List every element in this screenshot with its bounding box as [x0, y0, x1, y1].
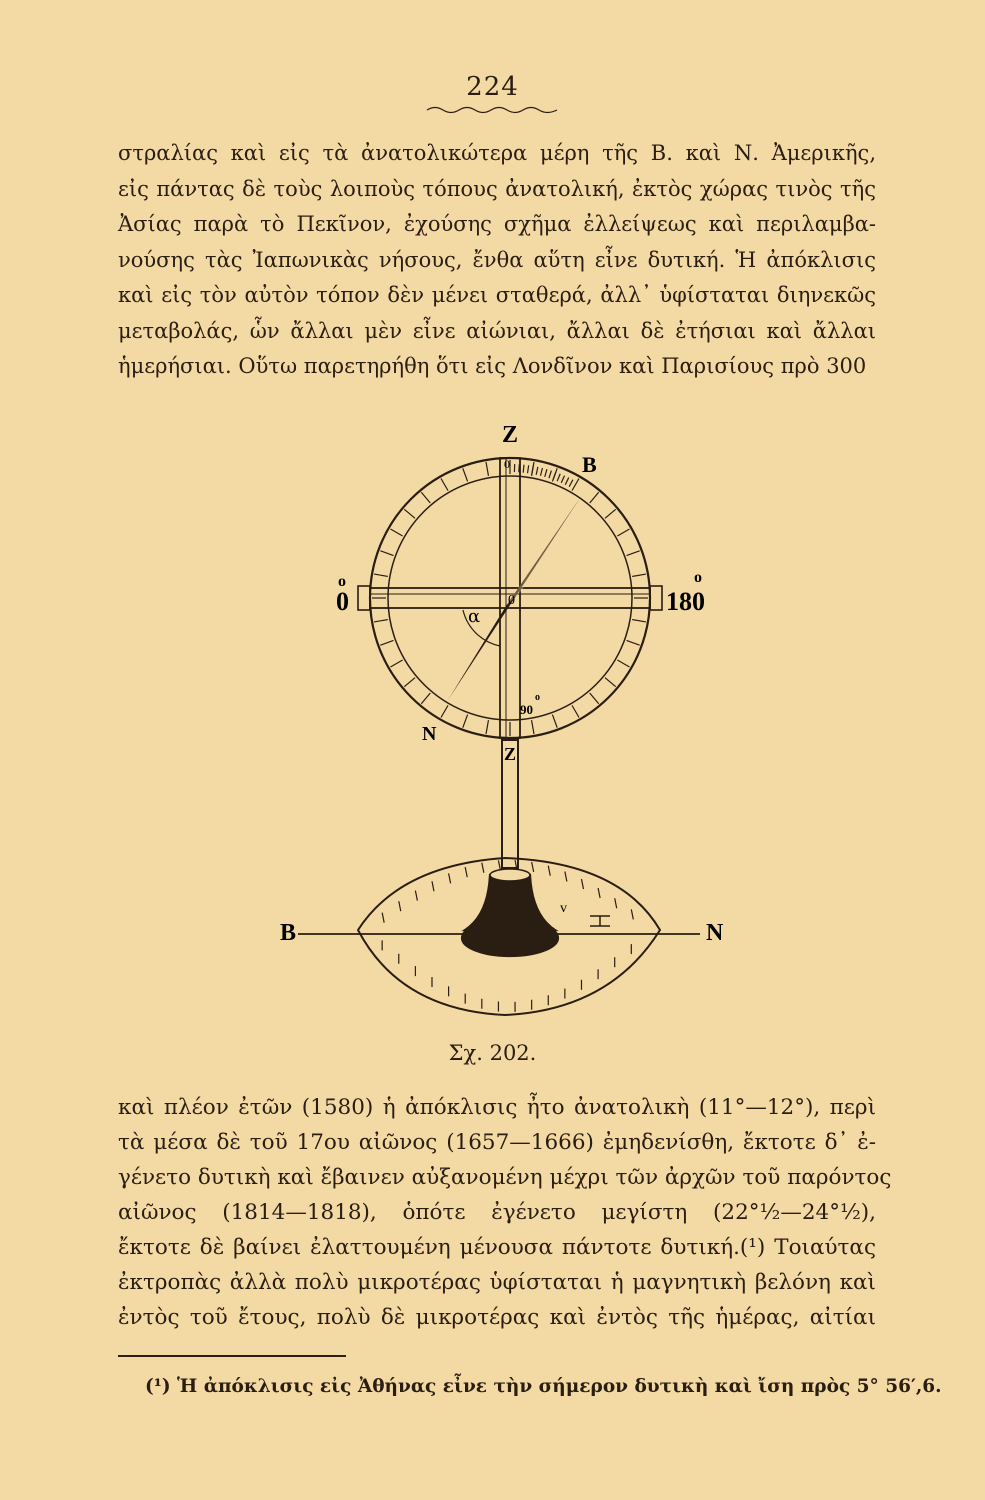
ring-tick	[632, 620, 646, 622]
base-tick	[615, 898, 617, 908]
label-base-right: N	[706, 920, 724, 946]
text-line: ἔκτοτε δὲ βαίνει ἐλαττουμένη μένουσα πάντοτε δυτική.(¹) Τοιαύτας	[118, 1235, 876, 1260]
label-180-degree: o	[694, 569, 702, 586]
label-needle-north: B	[582, 452, 597, 477]
label-zero: 0	[336, 587, 349, 616]
ring-tick	[380, 551, 393, 556]
ring-tick	[390, 529, 402, 536]
base-tick	[482, 863, 484, 873]
text-line: ἐντὸς τοῦ ἔτους, πολὺ δὲ μικροτέρας καὶ ἐντὸς τῆς ἡμέρας, αἰτίαι	[118, 1305, 876, 1330]
base-tick	[565, 871, 567, 881]
ring-tick	[486, 462, 488, 476]
text-line: Ἀσίας παρὰ τὸ Πεκῖνον, ἐχούσης σχῆμα ἐλλείψεως καὶ περιλαμβα-	[118, 212, 876, 236]
label-zenith-top: Z	[502, 422, 519, 448]
text-line: καὶ πλέον ἐτῶν (1580) ἡ ἀπόκλισις ἦτο ἀνατολικὴ (11°—12°), περὶ	[118, 1095, 876, 1120]
ring-tick	[421, 693, 430, 704]
fine-scale-tick	[536, 467, 538, 475]
text-line: ἡμερήσιαι. Οὕτω παρετηρήθη ὅτι εἰς Λονδῖνον καὶ Παρισίους πρὸ 300	[118, 354, 867, 378]
ring-tick	[380, 640, 393, 645]
base-tick	[465, 867, 467, 877]
text-line: τὰ μέσα δὲ τοῦ 17ου αἰῶνος (1657—1666) ἐμηδενίσθη, ἔκτοτε δ᾽ ἐ-	[118, 1130, 876, 1155]
base-tick	[399, 901, 401, 911]
ring-tick	[590, 492, 599, 503]
ring-tick	[617, 529, 629, 536]
ring-tick	[463, 715, 468, 728]
ring-tick	[532, 720, 534, 734]
ring-tick	[374, 620, 388, 622]
ring-tick	[605, 678, 616, 687]
ring-tick	[627, 551, 640, 556]
text-line: καὶ εἰς τὸν αὐτὸν τόπον δὲν μένει σταθερά, ἀλλ᾽ ὑφίσταται διηνεκῶς	[118, 283, 876, 307]
fine-scale-tick	[557, 474, 560, 481]
ring-tick	[617, 660, 629, 667]
ring-tick	[404, 509, 415, 518]
fine-scale-tick	[553, 472, 556, 480]
ring-tick	[486, 720, 488, 734]
base-tick	[498, 860, 500, 870]
base-tick	[581, 879, 583, 889]
label-base-v: v	[560, 901, 567, 916]
base-tick	[631, 909, 633, 919]
ring-tick	[404, 678, 415, 687]
label-center: 0	[508, 593, 515, 608]
footnote-rule	[118, 1355, 346, 1357]
fine-scale-tick	[561, 476, 564, 483]
base-tick	[548, 866, 550, 876]
label-base-left: B	[280, 920, 297, 946]
fine-scale-tick	[565, 478, 569, 485]
ring-tick	[463, 468, 468, 481]
base-tick	[415, 891, 417, 901]
fine-scale-tick	[528, 465, 529, 473]
label-ninety: 90	[520, 702, 533, 717]
fine-scale-tick	[532, 466, 533, 474]
fine-scale-tick	[545, 469, 547, 477]
text-line: στραλίας καὶ εἰς τὰ ἀνατολικώτερα μέρη τῆς Β. καὶ Ν. Ἀμερικῆς,	[118, 141, 876, 165]
label-alpha: α	[468, 606, 481, 627]
base-tick	[432, 881, 434, 891]
base-tick	[382, 913, 384, 923]
text-line: μεταβολάς, ὧν ἄλλαι μὲν εἶνε αἰώνιαι, ἄλλαι δὲ ἐτήσιαι καὶ ἄλλαι	[118, 318, 876, 343]
fine-scale-tick	[519, 464, 520, 472]
base-tick	[449, 873, 451, 883]
ring-tick	[552, 715, 557, 728]
label-ninety-degree: o	[535, 692, 540, 703]
base-tick	[598, 888, 600, 898]
page-number: 224	[466, 72, 519, 102]
compass-figure	[250, 410, 750, 1030]
footnote: (¹) Ἡ ἀπόκλισις εἰς Ἀθήνας εἶνε τὴν σήμερον δυτικὴ καὶ ἴση πρὸς 5° 56′,6.	[145, 1376, 942, 1397]
body-paragraph-1	[118, 136, 876, 385]
body-paragraph-2	[118, 1090, 892, 1335]
text-line: ἐκτροπὰς ἀλλὰ πολὺ μικροτέρας ὑφίσταται ἡ μαγνητικὴ βελόνη καὶ	[118, 1270, 876, 1295]
ring-tick	[572, 705, 579, 717]
fine-scale-tick	[540, 468, 542, 476]
ring-tick	[627, 640, 640, 645]
ring-tick	[441, 478, 448, 490]
ring-tick	[390, 660, 402, 667]
ring-tick	[590, 693, 599, 704]
text-line: εἰς πάντας δὲ τοὺς λοιποὺς τόπους ἀνατολική, ἐκτὸς χώρας τινὸς τῆς	[118, 176, 876, 201]
fine-scale-tick	[523, 465, 524, 473]
fine-scale-tick	[569, 480, 573, 487]
text-line: νούσης τὰς Ἰαπωνικὰς νήσους, ἔνθα αὕτη εἶνε δυτική. Ἡ ἀπόκλισις	[118, 247, 876, 272]
label-top-scale: 0	[504, 457, 510, 471]
text-line: γένετο δυτικὴ καὶ ἔβαινεν αὐξανομένη μέχρι τῶν ἀρχῶν τοῦ παρόντος	[118, 1165, 892, 1190]
ring-tick	[605, 509, 616, 518]
ring-tick	[441, 705, 448, 717]
header-ornament	[425, 104, 560, 116]
ring-tick	[632, 574, 646, 576]
fine-scale-tick	[549, 471, 551, 479]
ring-tick	[374, 574, 388, 576]
ring-tick	[421, 492, 430, 503]
figure-caption: Σχ. 202.	[448, 1041, 537, 1065]
label-zero-degree: o	[338, 573, 346, 590]
label-needle-south: N	[422, 723, 437, 745]
label-zenith-bottom: Z	[504, 744, 517, 764]
text-line: αἰῶνος (1814—1818), ὁπότε ἐγένετο μεγίστη (22°½—24°½),	[118, 1200, 876, 1225]
label-180: 180	[666, 587, 705, 616]
base-tick	[532, 862, 534, 872]
